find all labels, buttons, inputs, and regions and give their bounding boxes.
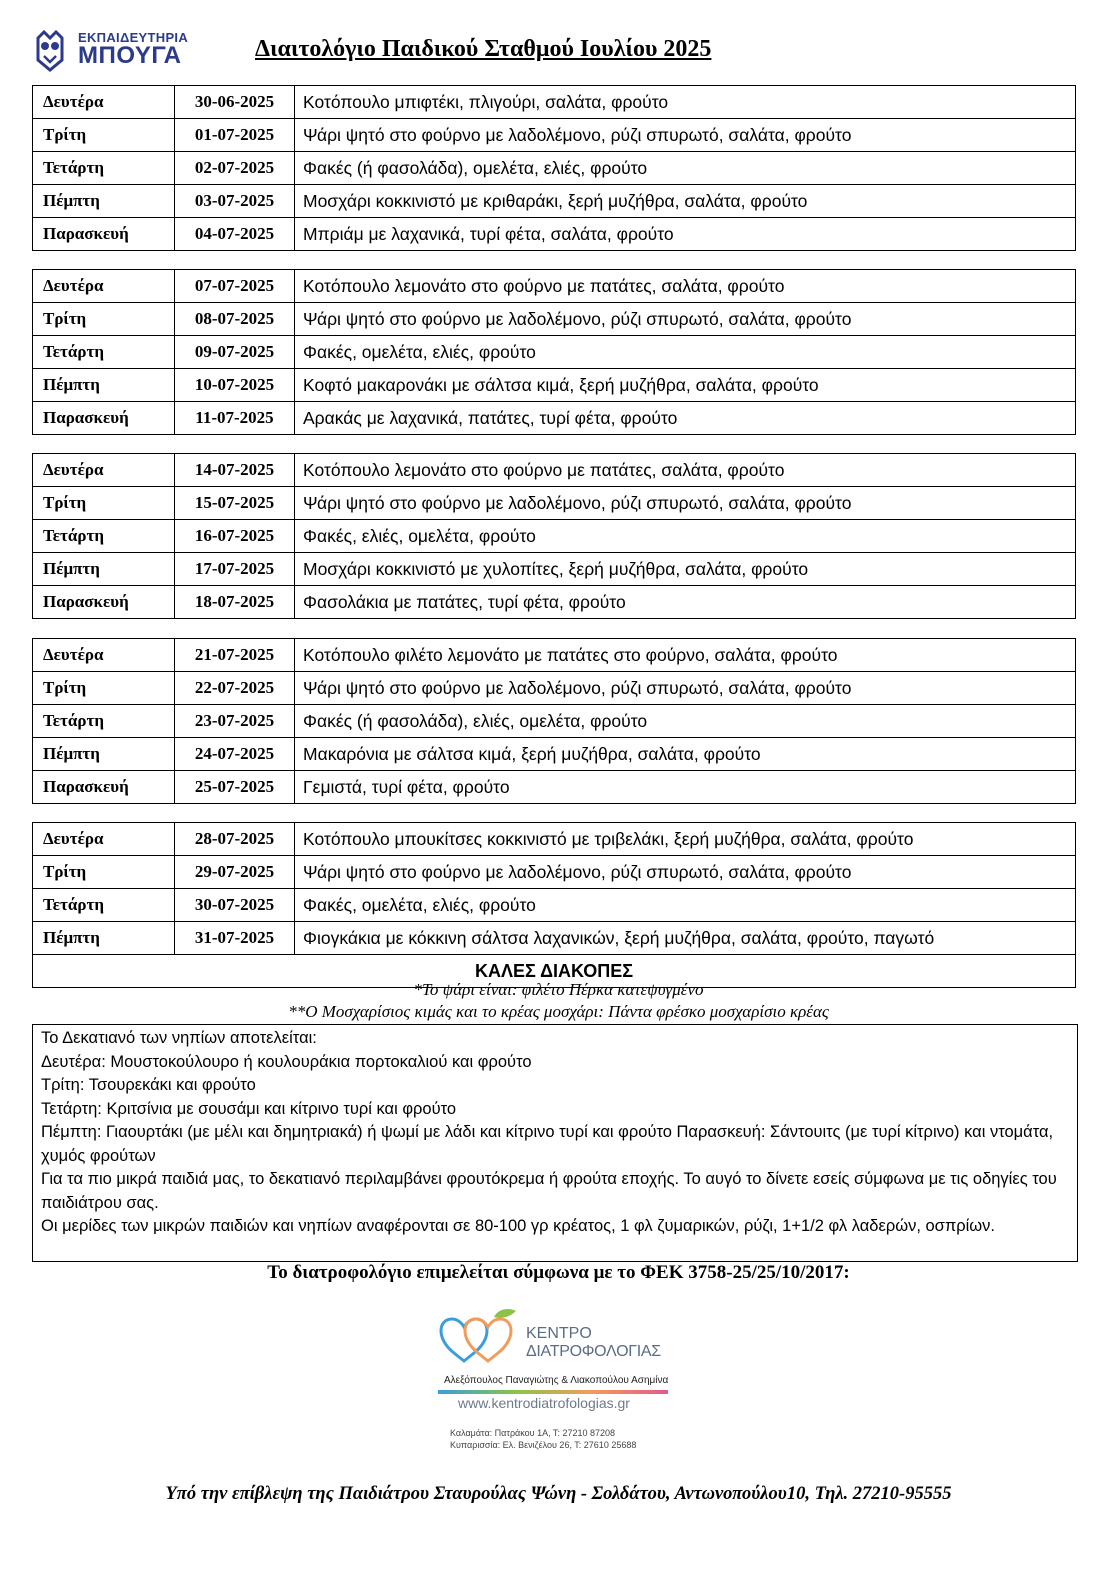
day-cell: Πέμπτη xyxy=(33,185,175,218)
menu-row xyxy=(33,672,1076,705)
meal-cell: Μπριάμ με λαχανικά, τυρί φέτα, σαλάτα, φρούτο xyxy=(295,218,1076,251)
date-cell: 18-07-2025 xyxy=(175,586,295,619)
day-cell: Τρίτη xyxy=(33,119,175,152)
kentro-owners: Αλεξόπουλος Παναγιώτης & Λιακοπούλου Ασημίνα xyxy=(444,1375,669,1386)
menu-row xyxy=(33,86,1076,119)
date-cell: 23-07-2025 xyxy=(175,705,295,738)
meal-cell: Γεμιστά, τυρί φέτα, φρούτο xyxy=(295,771,1076,804)
menu-row xyxy=(33,454,1076,487)
note-beef: **Ο Μοσχαρίσιος κιμάς και το κρέας μοσχάρι: Πάντα φρέσκο μοσχαρίσιο κρέας xyxy=(288,1002,829,1021)
meal-cell: Φακές, ομελέτα, ελιές, φρούτο xyxy=(295,889,1076,922)
meal-cell: Φιογκάκια με κόκκινη σάλτσα λαχανικών, ξερή μυζήθρα, σαλάτα, φρούτο, παγωτό xyxy=(295,922,1076,955)
menu-row xyxy=(33,336,1076,369)
meal-cell: Φακές (ή φασολάδα), ελιές, ομελέτα, φρούτο xyxy=(295,705,1076,738)
snack-line: Πέμπτη: Γιαουρτάκι (με μέλι και δημητριακά) ή ψωμί με λάδι και κίτρινο τυρί και φρούτο Παρασκευή: Σάντουιτς (με τυρί κίτρινο) και ντομάτα, χυμός φρούτων xyxy=(41,1123,1054,1165)
meal-cell: Μοσχάρι κοκκινιστό με κριθαράκι, ξερή μυζήθρα, σαλάτα, φρούτο xyxy=(295,185,1076,218)
day-cell: Δευτέρα xyxy=(33,454,175,487)
week-table xyxy=(32,269,1076,435)
menu-row xyxy=(33,738,1076,771)
menu-row xyxy=(33,152,1076,185)
holiday-greeting: ΚΑΛΕΣ ΔΙΑΚΟΠΕΣ xyxy=(33,955,1076,988)
school-logo xyxy=(34,28,204,74)
date-cell: 16-07-2025 xyxy=(175,520,295,553)
menu-row xyxy=(33,218,1076,251)
menu-row xyxy=(33,303,1076,336)
meal-cell: Κοτόπουλο μπιφτέκι, πλιγούρι, σαλάτα, φρούτο xyxy=(295,86,1076,119)
menu-row xyxy=(33,553,1076,586)
menu-row xyxy=(33,823,1076,856)
meal-cell: Κοτόπουλο μπουκίτσες κοκκινιστό με τριβελάκι, ξερή μυζήθρα, σαλάτα, φρούτο xyxy=(295,823,1076,856)
menu-row xyxy=(33,270,1076,303)
meal-cell: Αρακάς με λαχανικά, πατάτες, τυρί φέτα, φρούτο xyxy=(295,402,1076,435)
meal-cell: Ψάρι ψητό στο φούρνο με λαδολέμονο, ρύζι σπυρωτό, σαλάτα, φρούτο xyxy=(295,672,1076,705)
day-cell: Πέμπτη xyxy=(33,553,175,586)
menu-row xyxy=(33,369,1076,402)
meal-cell: Φακές, ομελέτα, ελιές, φρούτο xyxy=(295,336,1076,369)
menu-row xyxy=(33,705,1076,738)
date-cell: 08-07-2025 xyxy=(175,303,295,336)
date-cell: 04-07-2025 xyxy=(175,218,295,251)
day-cell: Δευτέρα xyxy=(33,86,175,119)
week-table xyxy=(32,822,1076,988)
meal-cell: Μακαρόνια με σάλτσα κιμά, ξερή μυζήθρα, σαλάτα, φρούτο xyxy=(295,738,1076,771)
page-title: Διαιτολόγιο Παιδικού Σταθμού Ιουλίου 2025 xyxy=(255,36,712,62)
day-cell: Τετάρτη xyxy=(33,889,175,922)
snack-line: Το Δεκατιανό των νηπίων αποτελείται: xyxy=(41,1029,317,1047)
menu-row xyxy=(33,119,1076,152)
day-cell: Δευτέρα xyxy=(33,639,175,672)
kentro-address-kalamata: Καλαμάτα: Πατράκου 1Α, Τ: 27210 87208 xyxy=(450,1428,615,1438)
date-cell: 02-07-2025 xyxy=(175,152,295,185)
kentro-url[interactable]: www.kentrodiatrofologias.gr xyxy=(458,1395,630,1411)
meal-cell: Κοτόπουλο λεμονάτο στο φούρνο με πατάτες, σαλάτα, φρούτο xyxy=(295,454,1076,487)
logo-line1: ΕΚΠΑΙΔΕΥΤΗΡΙΑ xyxy=(78,30,189,45)
meal-cell: Φακές, ελιές, ομελέτα, φρούτο xyxy=(295,520,1076,553)
day-cell: Τετάρτη xyxy=(33,705,175,738)
date-cell: 21-07-2025 xyxy=(175,639,295,672)
day-cell: Τρίτη xyxy=(33,856,175,889)
meal-cell: Κοφτό μακαρονάκι με σάλτσα κιμά, ξερή μυζήθρα, σαλάτα, φρούτο xyxy=(295,369,1076,402)
day-cell: Τρίτη xyxy=(33,672,175,705)
day-cell: Παρασκευή xyxy=(33,771,175,804)
hearts-icon xyxy=(434,1305,530,1367)
week-table xyxy=(32,453,1076,619)
kentro-name-line2: ΔΙΑΤΡΟΦΟΛΟΓΙΑΣ xyxy=(526,1343,661,1360)
date-cell: 24-07-2025 xyxy=(175,738,295,771)
date-cell: 30-07-2025 xyxy=(175,889,295,922)
snack-line: Για τα πιο μικρά παιδιά μας, το δεκατιανό περιλαμβάνει φρουτόκρεμα ή φρούτα εποχής. Το αυγό το δίνετε εσείς σύμφωνα με τις οδηγίες του παιδιάτρου σας. xyxy=(41,1170,1057,1212)
snack-info-box xyxy=(32,1024,1078,1262)
day-cell: Τρίτη xyxy=(33,303,175,336)
day-cell: Παρασκευή xyxy=(33,402,175,435)
kentro-address-kyparissia: Κυπαρισσία: Ελ. Βενιζέλου 26, Τ: 27610 25688 xyxy=(450,1440,637,1450)
meal-cell: Μοσχάρι κοκκινιστό με χυλοπίτες, ξερή μυζήθρα, σαλάτα, φρούτο xyxy=(295,553,1076,586)
date-cell: 29-07-2025 xyxy=(175,856,295,889)
week-table xyxy=(32,85,1076,251)
day-cell: Παρασκευή xyxy=(33,586,175,619)
footer-supervision: Υπό την επίβλεψη της Παιδιάτρου Σταυρούλας Ψώνη - Σολδάτου, Αντωνοπούλου10, Τηλ. 27210-95555 xyxy=(165,1484,952,1504)
day-cell: Πέμπτη xyxy=(33,369,175,402)
snack-line: Δευτέρα: Μουστοκούλουρο ή κουλουράκια πορτοκαλιού και φρούτο xyxy=(41,1052,532,1071)
date-cell: 11-07-2025 xyxy=(175,402,295,435)
date-cell: 10-07-2025 xyxy=(175,369,295,402)
fek-statement: Το διατροφολόγιο επιμελείται σύμφωνα με το ΦΕΚ 3758-25/25/10/2017: xyxy=(267,1262,850,1283)
date-cell: 15-07-2025 xyxy=(175,487,295,520)
day-cell: Παρασκευή xyxy=(33,218,175,251)
menu-row xyxy=(33,922,1076,955)
date-cell: 31-07-2025 xyxy=(175,922,295,955)
kentro-name-line1: ΚΕΝΤΡΟ xyxy=(526,1325,592,1342)
logo-line2: ΜΠΟΥΓΑ xyxy=(78,42,182,69)
day-cell: Τετάρτη xyxy=(33,336,175,369)
snack-line: Τετάρτη: Κριτσίνια με σουσάμι και κίτρινο τυρί και φρούτο xyxy=(41,1099,457,1118)
date-cell: 07-07-2025 xyxy=(175,270,295,303)
snack-line: Οι μερίδες των μικρών παιδιών και νηπίων αναφέρονται σε 80-100 γρ κρέατος, 1 φλ ζυμαρικών, ρύζι, 1+1/2 φλ λαδερών, οσπρίων. xyxy=(41,1217,996,1235)
kentro-addresses xyxy=(450,1427,636,1451)
meal-cell: Κοτόπουλο λεμονάτο στο φούρνο με πατάτες, σαλάτα, φρούτο xyxy=(295,270,1076,303)
kentro-logo xyxy=(430,1305,690,1455)
meal-cell: Φασολάκια με πατάτες, τυρί φέτα, φρούτο xyxy=(295,586,1076,619)
day-cell: Τρίτη xyxy=(33,487,175,520)
day-cell: Τετάρτη xyxy=(33,152,175,185)
meal-cell: Ψάρι ψητό στο φούρνο με λαδολέμονο, ρύζι σπυρωτό, σαλάτα, φρούτο xyxy=(295,119,1076,152)
meal-cell: Ψάρι ψητό στο φούρνο με λαδολέμονο, ρύζι σπυρωτό, σαλάτα, φρούτο xyxy=(295,303,1076,336)
date-cell: 22-07-2025 xyxy=(175,672,295,705)
date-cell: 28-07-2025 xyxy=(175,823,295,856)
date-cell: 01-07-2025 xyxy=(175,119,295,152)
day-cell: Πέμπτη xyxy=(33,738,175,771)
date-cell: 03-07-2025 xyxy=(175,185,295,218)
date-cell: 14-07-2025 xyxy=(175,454,295,487)
menu-row xyxy=(33,487,1076,520)
menu-row xyxy=(33,639,1076,672)
menu-row xyxy=(33,856,1076,889)
week-table xyxy=(32,638,1076,804)
day-cell: Δευτέρα xyxy=(33,270,175,303)
menu-row xyxy=(33,586,1076,619)
day-cell: Δευτέρα xyxy=(33,823,175,856)
snack-line: Τρίτη: Τσουρεκάκι και φρούτο xyxy=(41,1076,256,1094)
meal-cell: Ψάρι ψητό στο φούρνο με λαδολέμονο, ρύζι σπυρωτό, σαλάτα, φρούτο xyxy=(295,856,1076,889)
day-cell: Τετάρτη xyxy=(33,520,175,553)
menu-row xyxy=(33,402,1076,435)
owl-icon xyxy=(34,30,72,72)
menu-row xyxy=(33,520,1076,553)
note-fish: *Το ψάρι είναι: φιλέτο Πέρκα κατεψυγμένο xyxy=(413,980,704,999)
day-cell: Πέμπτη xyxy=(33,922,175,955)
menu-row xyxy=(33,185,1076,218)
menu-row xyxy=(33,771,1076,804)
meal-cell: Φακές (ή φασολάδα), ομελέτα, ελιές, φρούτο xyxy=(295,152,1076,185)
date-cell: 09-07-2025 xyxy=(175,336,295,369)
meal-cell: Ψάρι ψητό στο φούρνο με λαδολέμονο, ρύζι σπυρωτό, σαλάτα, φρούτο xyxy=(295,487,1076,520)
date-cell: 30-06-2025 xyxy=(175,86,295,119)
menu-row xyxy=(33,889,1076,922)
meal-cell: Κοτόπουλο φιλέτο λεμονάτο με πατάτες στο φούρνο, σαλάτα, φρούτο xyxy=(295,639,1076,672)
date-cell: 17-07-2025 xyxy=(175,553,295,586)
date-cell: 25-07-2025 xyxy=(175,771,295,804)
kentro-color-bar xyxy=(438,1390,668,1394)
